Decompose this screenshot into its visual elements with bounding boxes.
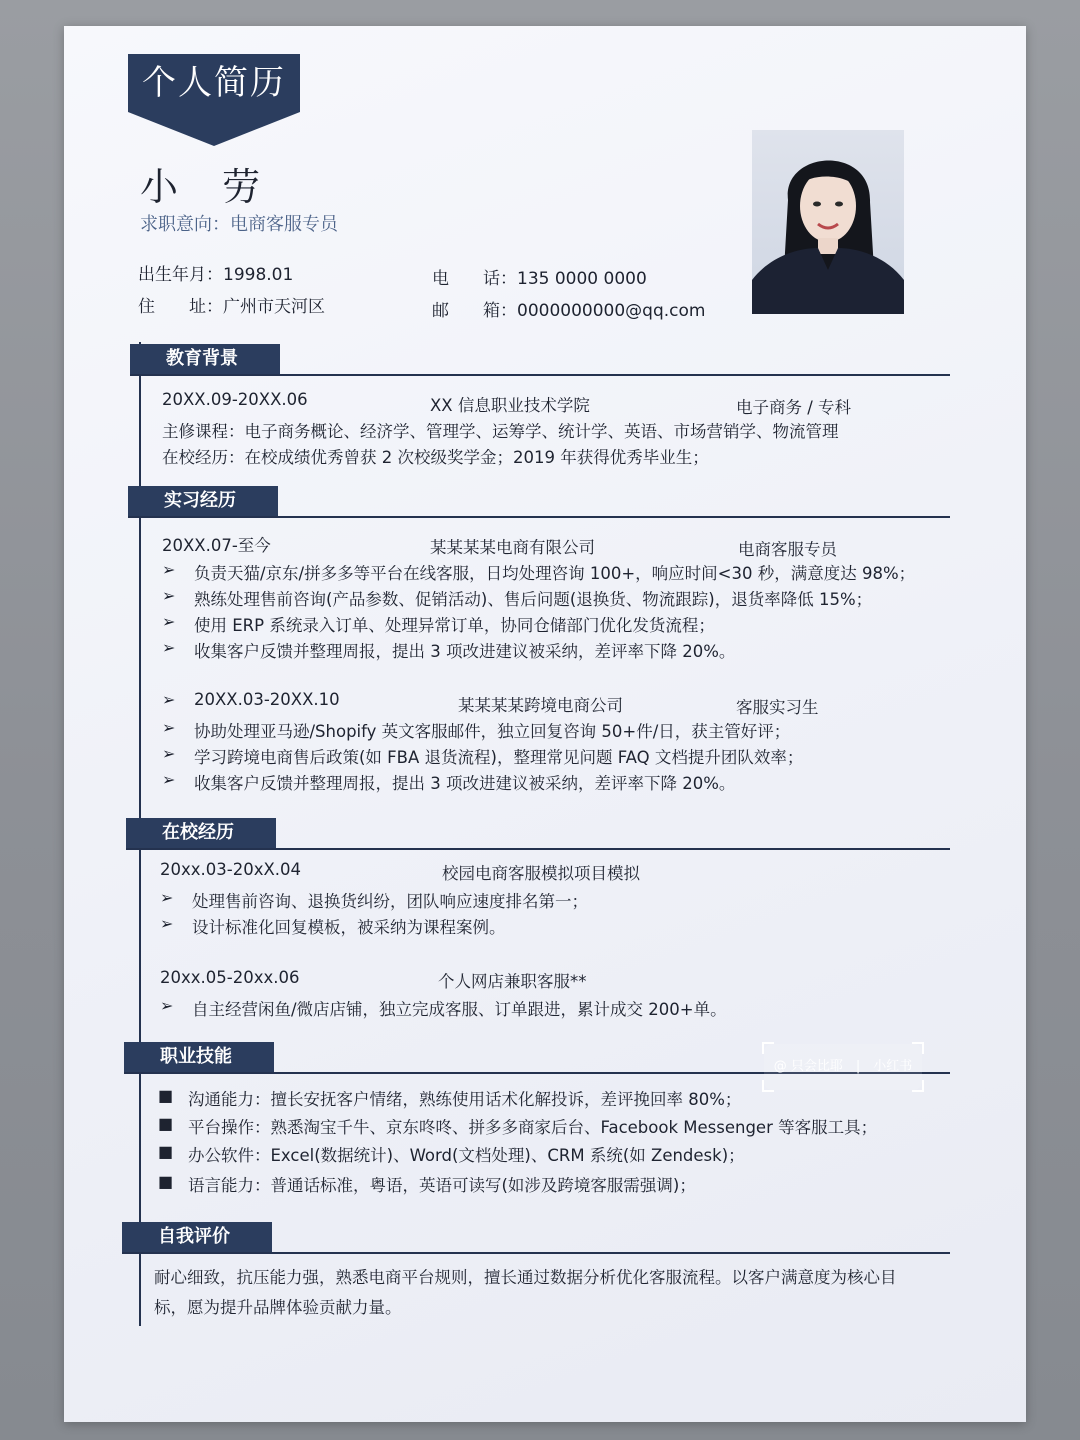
watermark-corner [912, 1042, 924, 1054]
list-item: 自主经营闲鱼/微店店铺，独立完成客服、订单跟进，累计成交 200+单。 [192, 1000, 727, 1019]
job1-company: 某某某某电商有限公司 [430, 538, 595, 557]
list-item: 平台操作：熟悉淘宝千牛、京东咚咚、拼多多商家后台、Facebook Messenger 等客服工具； [188, 1118, 878, 1137]
arrow-bullet-icon: ➢ [162, 718, 176, 737]
list-item: 协助处理亚马逊/Shopify 英文客服邮件，独立回复咨询 50+件/日，获主管好评； [194, 722, 791, 741]
evaluation-heading: 自我评价 [122, 1222, 272, 1252]
title-banner-tip [128, 112, 300, 146]
list-item: 学习跨境电商售后政策(如 FBA 退货流程)，整理常见问题 FAQ 文档提升团队效率； [194, 748, 804, 767]
watermark-corner [762, 1042, 774, 1054]
birth-row [138, 260, 293, 285]
arrow-bullet-icon: ➢ [162, 638, 176, 657]
resume-paper [64, 26, 1026, 1422]
internship-heading: 实习经历 [128, 486, 278, 516]
arrow-bullet-icon: ➢ [162, 560, 176, 579]
job2-company: 某某某某跨境电商公司 [458, 696, 623, 715]
birth-value: 1998.01 [223, 265, 294, 285]
campus-heading: 在校经历 [126, 818, 276, 848]
address-label: 住 址： [138, 297, 223, 317]
list-item: 办公软件：Excel(数据统计)、Word(文档处理)、CRM 系统(如 Zendesk)； [188, 1146, 745, 1165]
list-item: 负责天猫/京东/拼多多等平台在线客服，日均处理咨询 100+，响应时间<30 秒，满意度达 98%； [194, 564, 916, 583]
square-bullet-icon: ■ [158, 1142, 174, 1161]
arrow-bullet-icon: ➢ [160, 996, 174, 1015]
watermark-corner [762, 1080, 774, 1092]
education-courses: 主修课程：电子商务概论、经济学、管理学、运筹学、统计学、英语、市场营销学、物流管理 [162, 422, 839, 441]
list-item: 收集客户反馈并整理周报，提出 3 项改进建议被采纳，差评率下降 20%。 [194, 642, 736, 661]
campus-p2-title: 个人网店兼职客服** [438, 972, 587, 991]
job2-role: 客服实习生 [736, 698, 819, 717]
candidate-name: 小 劳 [140, 165, 277, 209]
job-intent: 求职意向：电商客服专员 [140, 214, 338, 235]
internship-rule [128, 516, 950, 518]
square-bullet-icon: ■ [158, 1114, 174, 1133]
square-bullet-icon: ■ [158, 1172, 174, 1191]
education-rule [130, 374, 950, 376]
education-campus: 在校经历：在校成绩优秀曾获 2 次校级奖学金；2019 年获得优秀毕业生； [162, 448, 709, 467]
education-heading: 教育背景 [130, 344, 280, 374]
job1-period: 20XX.07-至今 [162, 536, 271, 555]
education-school: XX 信息职业技术学院 [430, 396, 590, 415]
list-item: 设计标准化回复模板，被采纳为课程案例。 [192, 918, 506, 937]
profile-photo [752, 130, 904, 314]
watermark-corner [912, 1080, 924, 1092]
resume-title: 个人简历 [128, 54, 300, 112]
address-row [138, 292, 325, 317]
phone-value: 135 0000 0000 [517, 269, 647, 289]
list-item: 使用 ERP 系统录入订单、处理异常订单，协同仓储部门优化发货流程； [194, 616, 715, 635]
email-row [432, 296, 705, 321]
campus-p1-title: 校园电商客服模拟项目模拟 [442, 864, 640, 883]
email-label: 邮 箱： [432, 301, 517, 321]
arrow-bullet-icon: ➢ [160, 914, 174, 933]
job1-role: 电商客服专员 [738, 540, 837, 559]
evaluation-line-1: 耐心细致，抗压能力强，熟悉电商平台规则，擅长通过数据分析优化客服流程。以客户满意度为核心目 [154, 1268, 897, 1287]
arrow-bullet-icon: ➢ [162, 612, 176, 631]
arrow-bullet-icon: ➢ [162, 770, 176, 789]
list-item: 沟通能力：擅长安抚客户情绪，熟练使用话术化解投诉，差评挽回率 80%； [188, 1090, 742, 1109]
campus-p1-period: 20xx.03-20xX.04 [160, 860, 302, 879]
campus-rule [126, 848, 950, 850]
skills-heading: 职业技能 [124, 1042, 274, 1072]
phone-label: 电 话： [432, 269, 517, 289]
arrow-bullet-icon: ➢ [162, 690, 176, 709]
campus-p2-period: 20xx.05-20xx.06 [160, 968, 300, 987]
list-item: 熟练处理售前咨询(产品参数、促销活动)、售后问题(退换货、物流跟踪)，退货率降低 15%； [194, 590, 873, 609]
address-value: 广州市天河区 [223, 297, 325, 317]
list-item: 处理售前咨询、退换货纠纷，团队响应速度排名第一； [192, 892, 588, 911]
education-period: 20XX.09-20XX.06 [162, 390, 308, 409]
arrow-bullet-icon: ➢ [162, 586, 176, 605]
job2-period: 20XX.03-20XX.10 [194, 690, 340, 709]
watermark [764, 1044, 922, 1090]
evaluation-line-2: 标，愿为提升品牌体验贡献力量。 [154, 1298, 402, 1317]
arrow-bullet-icon: ➢ [162, 744, 176, 763]
square-bullet-icon: ■ [158, 1086, 174, 1105]
list-item: 收集客户反馈并整理周报，提出 3 项改进建议被采纳，差评率下降 20%。 [194, 774, 736, 793]
birth-label: 出生年月： [138, 265, 223, 285]
watermark-text: @ 只会比耶 | 小红书 [773, 1059, 913, 1074]
arrow-bullet-icon: ➢ [160, 888, 174, 907]
email-value: 0000000000@qq.com [517, 301, 706, 321]
evaluation-rule [122, 1252, 950, 1254]
phone-row [432, 264, 647, 289]
list-item: 语言能力：普通话标准，粤语，英语可读写(如涉及跨境客服需强调)； [188, 1176, 696, 1195]
education-major: 电子商务 / 专科 [736, 398, 852, 417]
